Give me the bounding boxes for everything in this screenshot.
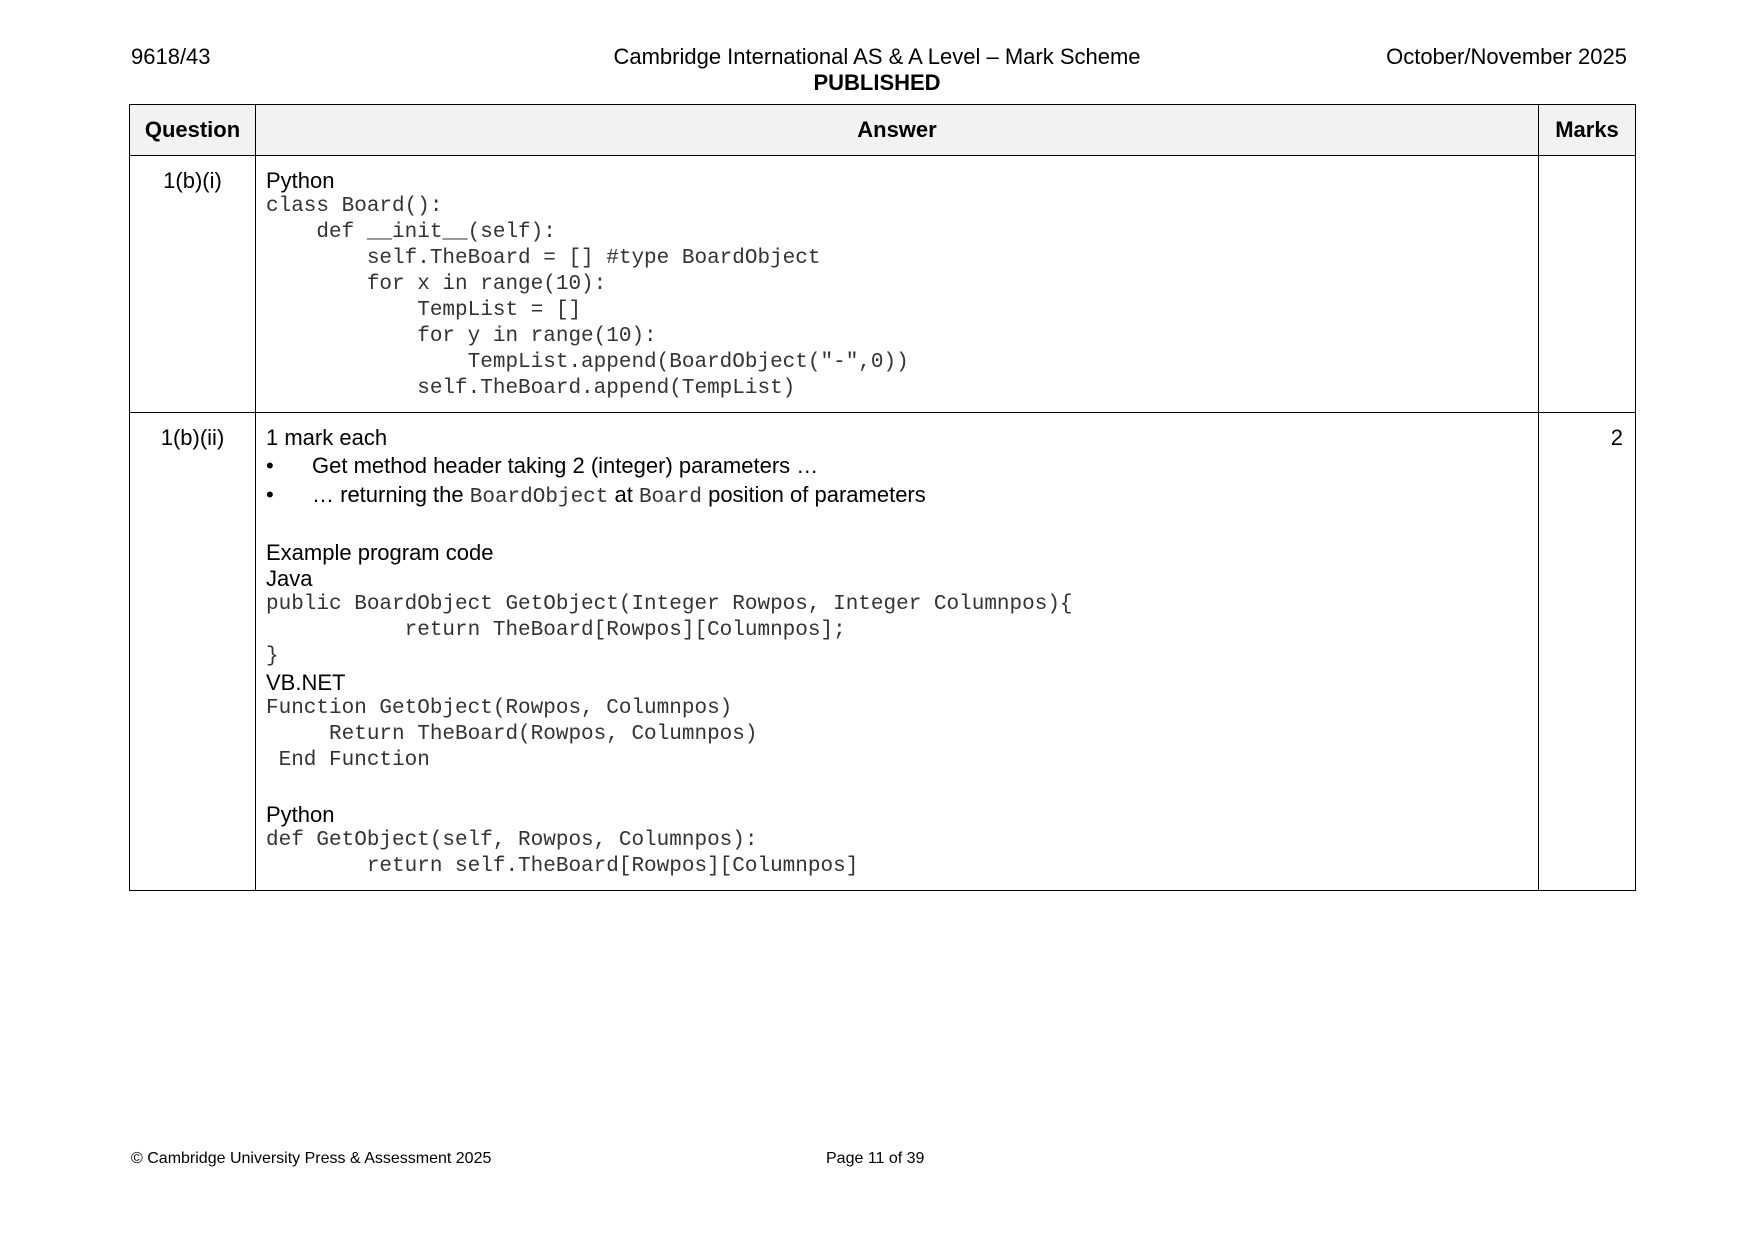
marking-point [266, 480, 1528, 512]
marking-point-text: at [608, 482, 639, 507]
answer-cell [256, 156, 1539, 413]
paper-code: 9618/43 [131, 44, 211, 69]
mark-scheme-title: Cambridge International AS & A Level – Mark Scheme [613, 44, 1141, 69]
exam-session: October/November 2025 [1386, 44, 1627, 69]
table-row [130, 413, 1636, 891]
language-label: Python [266, 168, 335, 193]
python-code-block: def GetObject(self, Rowpos, Columnpos): return self.TheBoard[Rowpos][Columnpos] [266, 829, 859, 878]
language-label: Java [266, 566, 313, 591]
answer-column-header: Answer [256, 105, 1539, 156]
java-code-block: public BoardObject GetObject(Integer Rowpos, Integer Columnpos){ return TheBoard[Rowpos][Columnpos]; } [266, 593, 1073, 668]
published-label: PUBLISHED [813, 70, 941, 95]
marks-cell: 2 [1539, 413, 1636, 891]
marking-points-list [266, 451, 1528, 512]
example-code-label: Example program code [266, 540, 494, 565]
page-number: Page 11 of 39 [826, 1150, 925, 1167]
inline-code: BoardObject [469, 486, 609, 509]
copyright-notice: © Cambridge University Press & Assessment 2025 [131, 1150, 492, 1167]
language-label: Python [266, 802, 335, 827]
answer-cell [256, 413, 1539, 891]
question-number: 1(b)(i) [130, 156, 256, 413]
table-row [130, 156, 1636, 413]
question-number: 1(b)(ii) [130, 413, 256, 891]
language-label: VB.NET [266, 670, 346, 695]
marking-point-text: … returning the [312, 482, 470, 507]
inline-code: Board [638, 486, 702, 509]
marking-point-text: position of parameters [701, 482, 926, 507]
marks-column-header: Marks [1539, 105, 1636, 156]
python-code-block: class Board(): def __init__(self): self.TheBoard = [] #type BoardObject for x in range(10): TempList = [] for y in range(10): TempList.append(BoardObject("-",0)) self.TheBoard.append(TempList) [266, 195, 909, 400]
vbnet-code-block: Function GetObject(Rowpos, Columnpos) Return TheBoard(Rowpos, Columnpos) End Function [266, 697, 758, 772]
table-header-row [130, 105, 1636, 156]
marking-point: • Get method header taking 2 (integer) parameters … [266, 451, 1528, 480]
marks-cell [1539, 156, 1636, 413]
mark-scheme-table [129, 104, 1636, 891]
marking-intro: 1 mark each [266, 425, 388, 450]
question-column-header: Question [130, 105, 256, 156]
